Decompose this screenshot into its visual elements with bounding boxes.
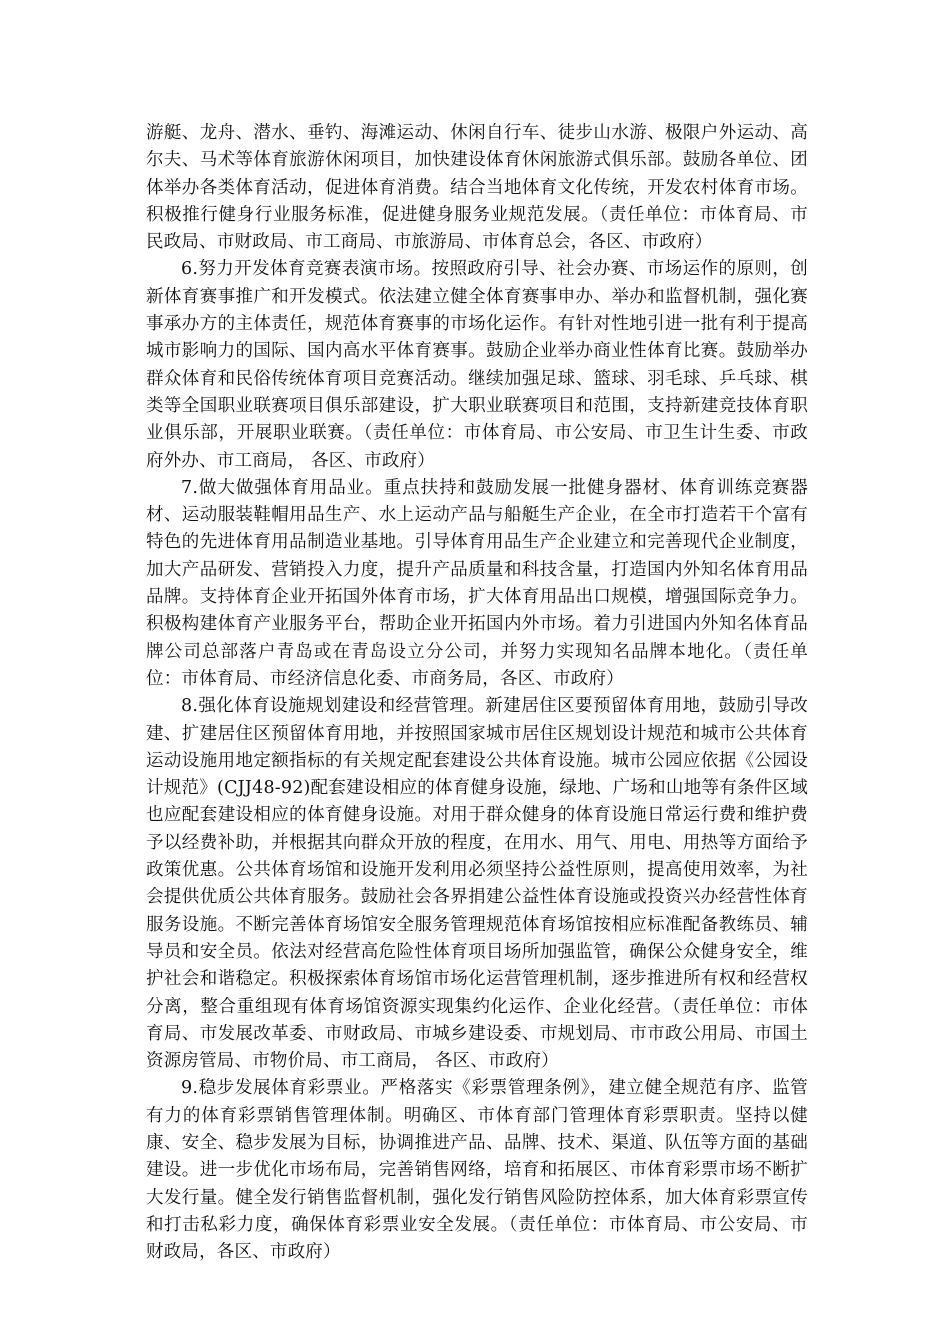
- paragraph-item-6: 6.努力开发体育竞赛表演市场。按照政府引导、社会办赛、市场运作的原则，创新体育赛事推广和开发模式。依法建立健全体育赛事申办、举办和监督机制，强化赛事承办方的主体责任，规范体育赛事的市场化运作。有针对性地引进一批有利于提高城市影响力的国际、国内高水平体育赛事。鼓励企业举办商业性体育比赛。鼓励举办群众体育和民俗传统体育项目竞赛活动。继续加强足球、篮球、羽毛球、乒乓球、棋类等全国职业联赛项目俱乐部建设，扩大职业联赛项目和范围，支持新建竞技体育职业俱乐部，开展职业联赛。（责任单位：市体育局、市公安局、市卫生计生委、市政府外办、市工商局， 各区、市政府）: [146, 259, 808, 471]
- document-body: [146, 120, 808, 1266]
- paragraph-continuation: 游艇、龙舟、潜水、垂钓、海滩运动、休闲自行车、徒步山水游、极限户外运动、高尔夫、马术等体育旅游休闲项目，加快建设体育休闲旅游式俱乐部。鼓励各单位、团体举办各类体育活动，促进体育消费。结合当地体育文化传统，开发农村体育市场。积极推行健身行业服务标准，促进健身服务业规范发展。（责任单位：市体育局、市民政局、市财政局、市工商局、市旅游局、市体育总会，各区、市政府）: [146, 123, 808, 253]
- paragraph-item-8: 8.强化体育设施规划建设和经营管理。新建居住区要预留体育用地，鼓励引导改建、扩建居住区预留体育用地，并按照国家城市居住区规划设计规范和城市公共体育运动设施用地定额指标的有关规定配套建设公共体育设施。城市公园应依据《公园设计规范》(CJJ48-92)配套建设相应的体育健身设施，绿地、广场和山地等有条件区域也应配套建设相应的体育健身设施。对用于群众健身的体育设施日常运行费和维护费予以经费补助，并根据其向群众开放的程度，在用水、用气、用电、用热等方面给予政策优惠。公共体育场馆和设施开发利用必须坚持公益性原则，提高使用效率，为社会提供优质公共体育服务。鼓励社会各界捐建公益性体育设施或投资兴办经营性体育服务设施。不断完善体育场馆安全服务管理规范体育场馆按相应标准配备教练员、辅导员和安全员。依法对经营高危险性体育项目场所加强监管，确保公众健身安全，维护社会和谐稳定。积极探索体育场馆市场化运营管理机制，逐步推进所有权和经营权分离，整合重组现有体育场馆资源实现集约化运作、企业化经营。（责任单位：市体育局、市发展改革委、市财政局、市城乡建设委、市规划局、市市政公用局、市国土资源房管局、市物价局、市工商局， 各区、市政府）: [146, 696, 808, 1072]
- paragraph-item-9: 9.稳步发展体育彩票业。严格落实《彩票管理条例》，建立健全规范有序、监管有力的体育彩票销售管理体制。明确区、市体育部门管理体育彩票职责。坚持以健康、安全、稳步发展为目标，协调推进产品、品牌、技术、渠道、队伍等方面的基础建设。进一步优化市场布局，完善销售网络，培育和拓展区、市体育彩票市场不断扩大发行量。健全发行销售监督机制，强化发行销售风险防控体系，加大体育彩票宣传和打击私彩力度，确保体育彩票业安全发展。（责任单位：市体育局、市公安局、市财政局，各区、市政府）: [146, 1078, 808, 1263]
- paragraph-item-7: 7.做大做强体育用品业。重点扶持和鼓励发展一批健身器材、体育训练竞赛器材、运动服装鞋帽用品生产、水上运动产品与船艇生产企业，在全市打造若干个富有特色的先进体育用品制造业基地。引导体育用品生产企业建立和完善现代企业制度，加大产品研发、营销投入力度，提升产品质量和科技含量，打造国内外知名体育用品品牌。支持体育企业开拓国外体育市场，扩大体育用品出口规模，增强国际竞争力。积极构建体育产业服务平台，帮助企业开拓国内外市场。着力引进国内外知名体育品牌公司总部落户青岛或在青岛设立分公司，并努力实现知名品牌本地化。（责任单位：市体育局、市经济信息化委、市商务局，各区、市政府）: [146, 477, 808, 689]
